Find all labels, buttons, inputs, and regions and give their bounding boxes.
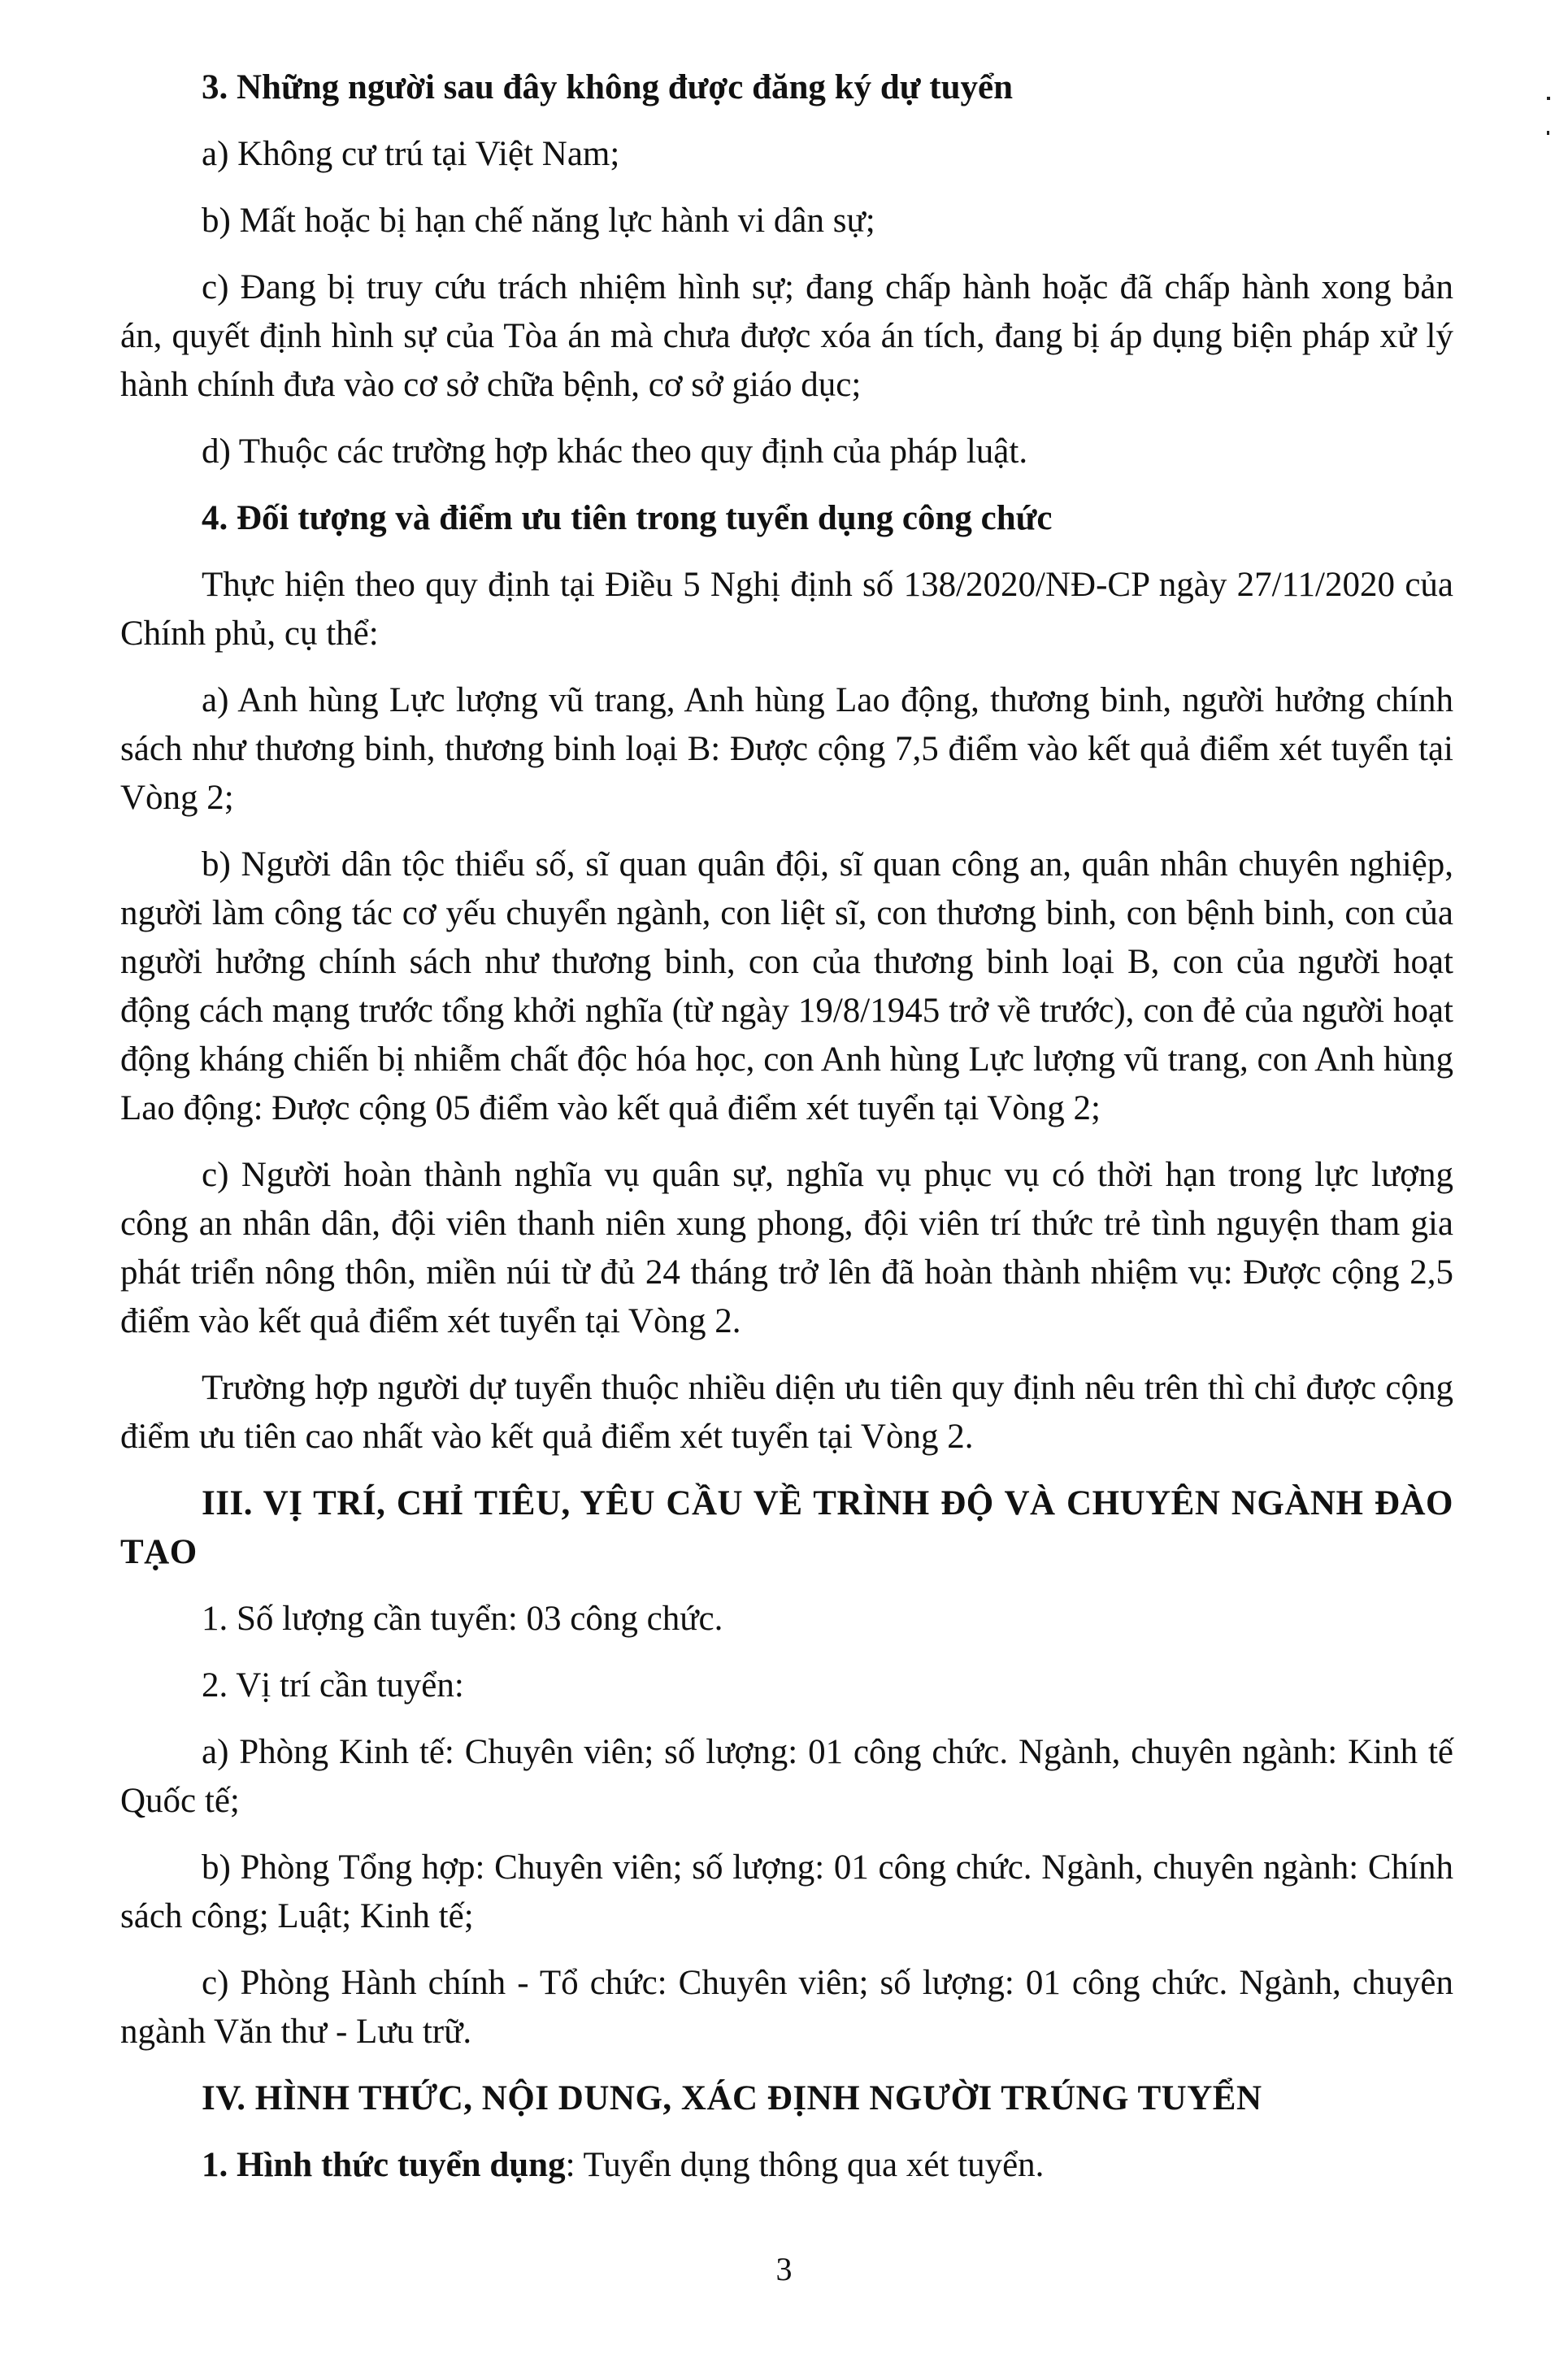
part-3-positions-label: 2. Vị trí cần tuyển: xyxy=(202,1666,464,1705)
section-4-intro: Thực hiện theo quy định tại Điều 5 Nghị định số 138/2020/NĐ-CP ngày 27/11/2020 của Chính phủ, cụ thể: xyxy=(120,566,1453,653)
section-3-item-c: c) Đang bị truy cứu trách nhiệm hình sự; đang chấp hành hoặc đã chấp hành xong bản án, quyết định hình sự của Tòa án mà chưa được xóa án tích, đang bị áp dụng biện pháp xử lý hành chính đưa vào cơ sở chữa bệnh, cơ sở giáo dục; xyxy=(120,268,1453,404)
section-3-item-a: a) Không cư trú tại Việt Nam; xyxy=(202,135,620,173)
document-page xyxy=(120,63,1453,2208)
section-4-item-b: b) Người dân tộc thiểu số, sĩ quan quân đội, sĩ quan công an, quân nhân chuyên nghiệp, người làm công tác cơ yếu chuyển ngành, con liệt sĩ, con thương binh, con bệnh binh, con của người hưởng chính sách như thương binh, con của thương binh loại B, con của người hoạt động cách mạng trước tổng khởi nghĩa (từ ngày 19/8/1945 trở về trước), con đẻ của người hoạt động kháng chiến bị nhiễm chất độc hóa học, con Anh hùng Lực lượng vũ trang, con Anh hùng Lao động: Được cộng 05 điểm vào kết quả điểm xét tuyển tại Vòng 2; xyxy=(120,845,1453,1127)
page-number: 3 xyxy=(775,2251,793,2287)
section-4-heading: 4. Đối tượng và điểm ưu tiên trong tuyển dụng công chức xyxy=(202,499,1053,537)
part-3-quantity: 1. Số lượng cần tuyển: 03 công chức. xyxy=(202,1600,723,1638)
position-item-c: c) Phòng Hành chính - Tổ chức: Chuyên viên; số lượng: 01 công chức. Ngành, chuyên ngành Văn thư - Lưu trữ. xyxy=(120,1964,1453,2051)
section-4-note: Trường hợp người dự tuyển thuộc nhiều diện ưu tiên quy định nêu trên thì chỉ được cộng điểm ưu tiên cao nhất vào kết quả điểm xét tuyển tại Vòng 2. xyxy=(120,1369,1453,1456)
section-4-item-c: c) Người hoàn thành nghĩa vụ quân sự, nghĩa vụ phục vụ có thời hạn trong lực lượng công an nhân dân, đội viên thanh niên xung phong, đội viên trí thức trẻ tình nguyện tham gia phát triển nông thôn, miền núi từ đủ 24 tháng trở lên đã hoàn thành nhiệm vụ: Được cộng 2,5 điểm vào kết quả điểm xét tuyển tại Vòng 2. xyxy=(120,1156,1453,1340)
scan-speck xyxy=(1547,97,1550,100)
scan-speck xyxy=(1547,131,1549,135)
section-3-heading: 3. Những người sau đây không được đăng ký dự tuyển xyxy=(202,68,1014,106)
position-item-a: a) Phòng Kinh tế: Chuyên viên; số lượng: 01 công chức. Ngành, chuyên ngành: Kinh tế Quốc tế; xyxy=(120,1733,1453,1820)
part-4-form xyxy=(120,2141,1453,2190)
section-3-item-d: d) Thuộc các trường hợp khác theo quy định của pháp luật. xyxy=(202,432,1028,471)
part-4-form-label: 1. Hình thức tuyển dụng xyxy=(202,2146,566,2184)
section-3-item-b: b) Mất hoặc bị hạn chế năng lực hành vi dân sự; xyxy=(202,202,875,240)
part-4-heading: IV. HÌNH THỨC, NỘI DUNG, XÁC ĐỊNH NGƯỜI TRÚNG TUYỂN xyxy=(202,2079,1262,2117)
position-item-b: b) Phòng Tổng hợp: Chuyên viên; số lượng: 01 công chức. Ngành, chuyên ngành: Chính sách công; Luật; Kinh tế; xyxy=(120,1848,1453,1935)
part-3-heading: III. VỊ TRÍ, CHỈ TIÊU, YÊU CẦU VỀ TRÌNH ĐỘ VÀ CHUYÊN NGÀNH ĐÀO TẠO xyxy=(120,1484,1453,1571)
part-4-form-value: : Tuyển dụng thông qua xét tuyển. xyxy=(565,2146,1045,2184)
section-4-item-a: a) Anh hùng Lực lượng vũ trang, Anh hùng Lao động, thương binh, người hưởng chính sách như thương binh, thương binh loại B: Được cộng 7,5 điểm vào kết quả điểm xét tuyển tại Vòng 2; xyxy=(120,681,1453,817)
